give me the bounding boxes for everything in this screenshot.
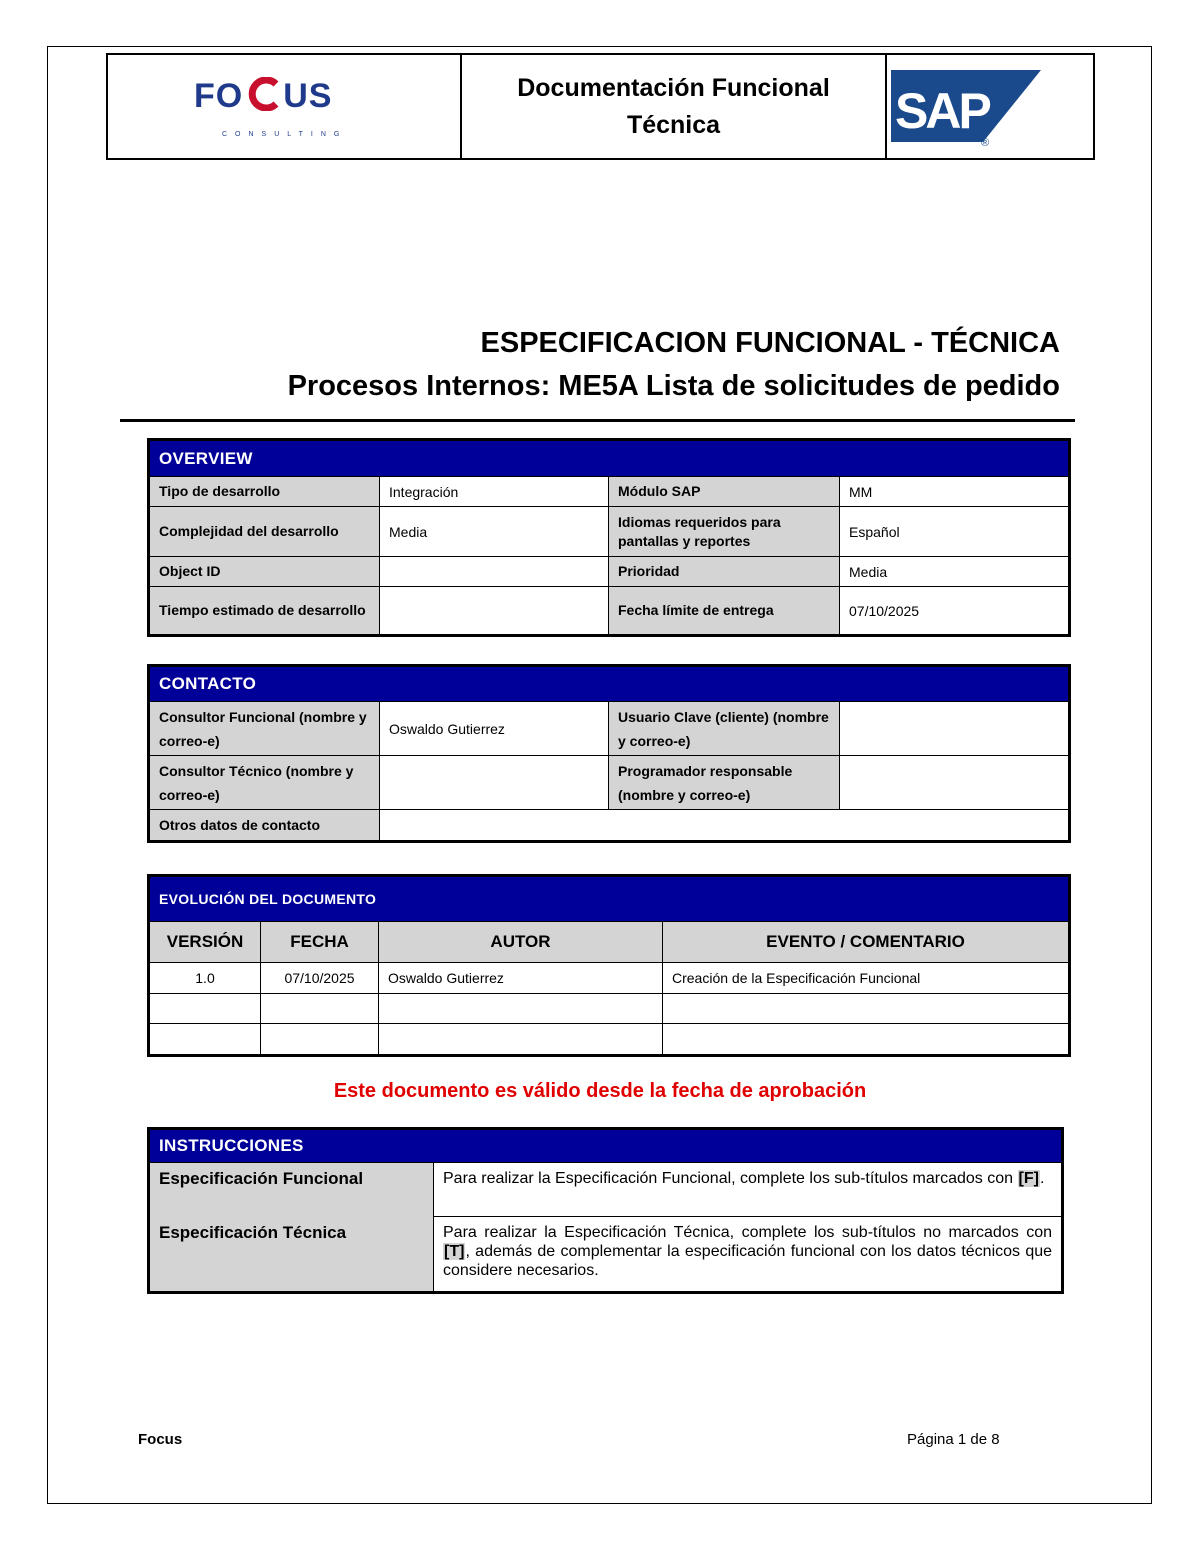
instrucciones-heading: INSTRUCCIONES — [150, 1130, 1062, 1163]
cell-autor: Oswaldo Gutierrez — [379, 963, 663, 994]
sap-registered-mark: ® — [981, 137, 990, 149]
programador-value — [840, 756, 1069, 810]
tecnica-label: Especificación Técnica — [150, 1217, 434, 1292]
cell-autor — [379, 994, 663, 1024]
validity-note: Este documento es válido desde la fecha de aprobación — [333, 1080, 867, 1102]
document-header — [106, 53, 1095, 160]
overview-heading: OVERVIEW — [150, 441, 1069, 477]
overview-value — [380, 587, 609, 635]
cell-evento: Creación de la Especificación Funcional — [663, 963, 1069, 994]
contacto-heading: CONTACTO — [150, 667, 1069, 702]
overview-value: 07/10/2025 — [840, 587, 1069, 635]
cell-version — [150, 1024, 261, 1055]
col-header-autor: AUTOR — [379, 922, 663, 963]
contacto-table — [149, 666, 1069, 841]
table-row — [150, 994, 1069, 1024]
overview-value — [380, 557, 609, 587]
consultor-funcional-value: Oswaldo Gutierrez — [380, 702, 609, 756]
overview-label: Object ID — [150, 557, 380, 587]
cell-fecha — [261, 1024, 379, 1055]
spec-subtitle: Procesos Internos: ME5A Lista de solicitudes de pedido — [287, 370, 1060, 402]
otros-contacto-value — [380, 810, 1069, 841]
overview-label: Tiempo estimado de desarrollo — [150, 587, 380, 635]
table-row — [150, 1024, 1069, 1055]
cell-autor — [379, 1024, 663, 1055]
evolucion-table — [149, 876, 1069, 1055]
overview-label: Fecha límite de entrega — [609, 587, 840, 635]
overview-value: Media — [380, 507, 609, 557]
cell-version — [150, 994, 261, 1024]
instrucciones-table — [149, 1129, 1062, 1292]
sap-logo-text: SAP — [895, 83, 989, 139]
overview-label: Complejidad del desarrollo — [150, 507, 380, 557]
footer-company: Focus — [138, 1431, 183, 1448]
table-row — [150, 963, 1069, 994]
col-header-evento: EVENTO / COMENTARIO — [663, 922, 1069, 963]
focus-logo-left: FO — [194, 77, 244, 115]
cell-version: 1.0 — [150, 963, 261, 994]
title-divider — [120, 419, 1075, 422]
programador-label: Programador responsable (nombre y correo-e) — [609, 756, 840, 810]
cell-fecha — [261, 994, 379, 1024]
cell-evento — [663, 1024, 1069, 1055]
col-header-fecha: FECHA — [261, 922, 379, 963]
cell-evento — [663, 994, 1069, 1024]
focus-logo-cell — [108, 55, 462, 158]
focus-c-swoosh-icon — [243, 77, 283, 111]
funcional-text-end: . — [1039, 1170, 1045, 1187]
overview-label: Idiomas requeridos para pantallas y reportes — [609, 507, 840, 557]
consultor-tecnico-label: Consultor Técnico (nombre y correo-e) — [150, 756, 380, 810]
consultor-tecnico-value — [380, 756, 609, 810]
funcional-instruction — [434, 1163, 1062, 1217]
focus-logo-right: US — [283, 77, 333, 115]
header-doc-title — [462, 55, 887, 158]
sap-logo-icon — [891, 70, 1041, 150]
tecnica-text-end: , además de complementar la especificación funcional con los datos técnicos que considere necesarios. — [443, 1243, 1053, 1279]
otros-contacto-label: Otros datos de contacto — [150, 810, 380, 841]
overview-value: Integración — [380, 477, 609, 507]
overview-table — [149, 440, 1069, 635]
focus-logo — [194, 77, 332, 116]
footer-page-number: Página 1 de 8 — [907, 1431, 1000, 1448]
cell-fecha: 07/10/2025 — [261, 963, 379, 994]
overview-value: MM — [840, 477, 1069, 507]
col-header-version: VERSIÓN — [150, 922, 261, 963]
t-tag: [T] — [444, 1243, 465, 1260]
overview-label: Tipo de desarrollo — [150, 477, 380, 507]
overview-value: Media — [840, 557, 1069, 587]
header-title-line2: Técnica — [626, 110, 721, 139]
funcional-label: Especificación Funcional — [150, 1163, 434, 1217]
usuario-clave-value — [840, 702, 1069, 756]
tecnica-instruction — [434, 1217, 1062, 1292]
focus-logo-subtitle: CONSULTING — [222, 131, 348, 138]
tecnica-text: Para realizar la Especificación Técnica, complete los sub-títulos no marcados con — [443, 1224, 1053, 1241]
overview-label: Prioridad — [609, 557, 840, 587]
overview-value: Español — [840, 507, 1069, 557]
usuario-clave-label: Usuario Clave (cliente) (nombre y correo-e) — [609, 702, 840, 756]
funcional-text: Para realizar la Especificación Funcional, complete los sub-títulos marcados con — [443, 1170, 1014, 1187]
f-tag: [F] — [1018, 1170, 1039, 1187]
spec-title: ESPECIFICACION FUNCIONAL - TÉCNICA — [480, 327, 1060, 359]
consultor-funcional-label: Consultor Funcional (nombre y correo-e) — [150, 702, 380, 756]
evolucion-heading: EVOLUCIÓN DEL DOCUMENTO — [150, 877, 1069, 922]
header-title-line1: Documentación Funcional — [517, 73, 830, 102]
overview-label: Módulo SAP — [609, 477, 840, 507]
sap-logo-cell — [887, 55, 1093, 158]
